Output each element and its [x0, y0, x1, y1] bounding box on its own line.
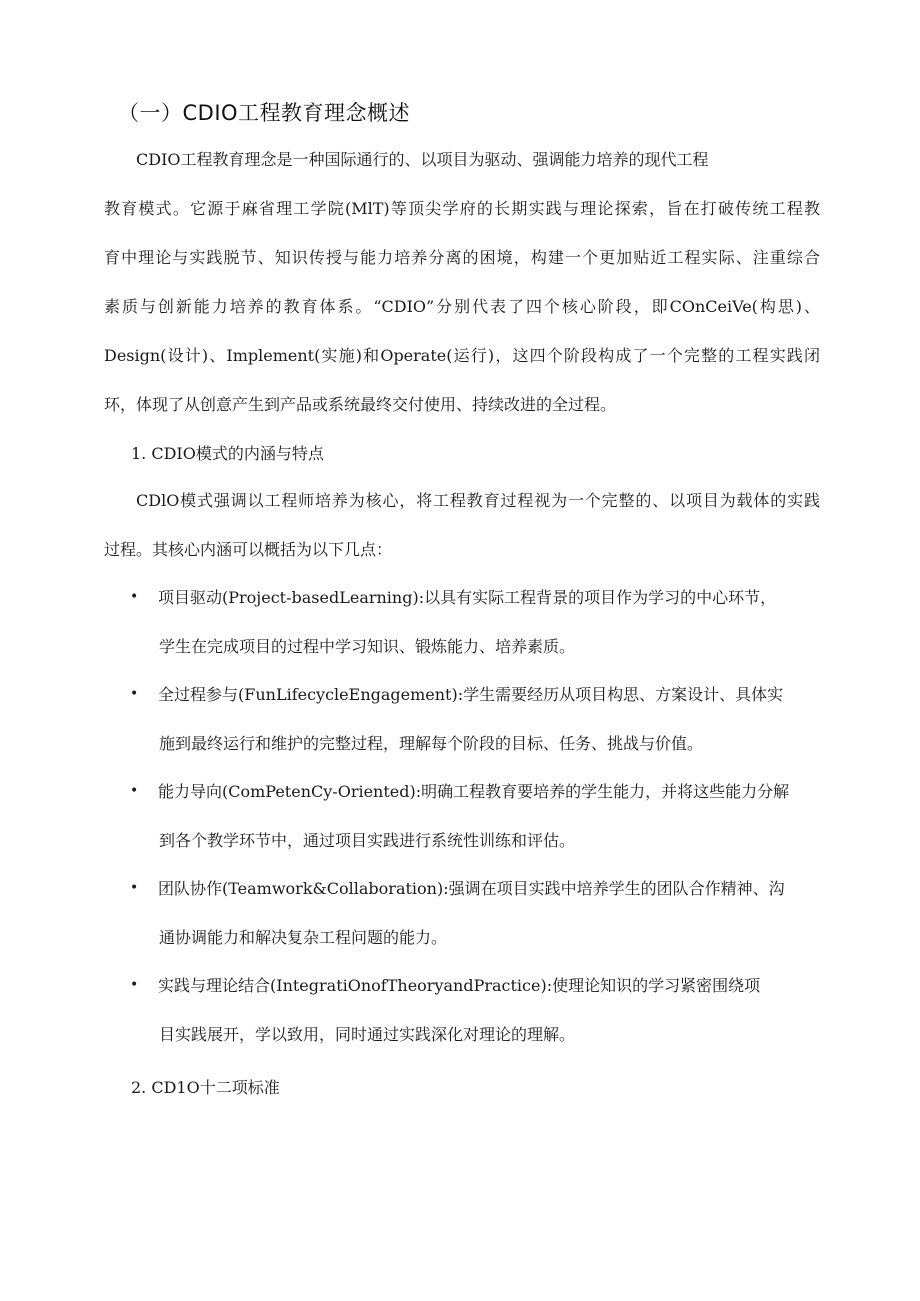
bullet-line: 学生在完成项目的过程中学习知识、锻炼能力、培养素质。: [159, 637, 576, 656]
bullet-item: [104, 767, 820, 865]
bullet-item: [104, 573, 820, 671]
bullet-line: 实践与理论结合(IntegratiOnofTheoryandPractice):使理论知识的学习紧密围绕项: [158, 976, 761, 995]
subsection-title-1: 1. CDIO模式的内涵与特点: [131, 444, 324, 463]
bullet-line: 目实践展开，学以致用，同时通过实践深化对理论的理解。: [159, 1025, 576, 1044]
intro-line: CDIO工程教育理念是一种国际通行的、以项目为驱动、强调能力培养的现代工程: [136, 150, 709, 169]
intro-line: 环，体现了从创意产生到产品或系统最终交付使用、持续改进的全过程。: [104, 395, 617, 414]
bullet-line: 能力导向(ComPetenCy-Oriented):明确工程教育要培养的学生能力，并将这些能力分解: [158, 782, 790, 801]
intro-paragraph: [104, 135, 820, 429]
bullet-icon: •: [130, 686, 139, 702]
intro-line: 育中理论与实践脱节、知识传授与能力培养分离的困境，构建一个更加贴近工程实际、注重综合: [104, 248, 820, 267]
intro-line: 素质与创新能力培养的教育体系。“CDIO”分别代表了四个核心阶段，即COnCeiVe(构思)、: [104, 297, 820, 316]
section1-line: CDlO模式强调以工程师培养为核心，将工程教育过程视为一个完整的、以项目为载体的实践: [136, 491, 820, 510]
bullet-line: 施到最终运行和维护的完整过程，理解每个阶段的目标、任务、挑战与价值。: [159, 734, 704, 753]
bullet-line: 到各个教学环节中，通过项目实践进行系统性训练和评估。: [159, 831, 576, 850]
bullet-icon: •: [130, 977, 139, 993]
bullet-icon: •: [130, 589, 139, 605]
bullet-item: [104, 670, 820, 768]
section-heading: （一）CDIO工程教育理念概述: [118, 101, 411, 125]
bullet-line: 项目驱动(Project-basedLearning):以具有实际工程背景的项目作为学习的中心环节，: [158, 588, 777, 607]
section1-line: 过程。其核心内涵可以概括为以下几点：: [104, 540, 393, 559]
section1-paragraph: [104, 476, 820, 574]
bullet-icon: •: [130, 783, 139, 799]
subsection-title-2: 2. CD1O十二项标准: [131, 1078, 280, 1097]
bullet-line: 团队协作(Teamwork&Collaboration):强调在项目实践中培养学生的团队合作精神、沟: [158, 879, 785, 898]
intro-line: 教育模式。它源于麻省理工学院(MlT)等顶尖学府的长期实践与理论探索，旨在打破传统工程教: [104, 199, 820, 218]
bullet-item: [104, 961, 820, 1059]
bullet-line: 通协调能力和解决复杂工程问题的能力。: [159, 928, 448, 947]
intro-line: Design(设计)、Implement(实施)和Operate(运行)，这四个阶段构成了一个完整的工程实践闭: [104, 346, 820, 365]
bullet-icon: •: [130, 880, 139, 896]
bullet-line: 全过程参与(FunLifecycleEngagement):学生需要经历从项目构思、方案设计、具体实: [158, 685, 784, 704]
bullet-item: [104, 864, 820, 962]
